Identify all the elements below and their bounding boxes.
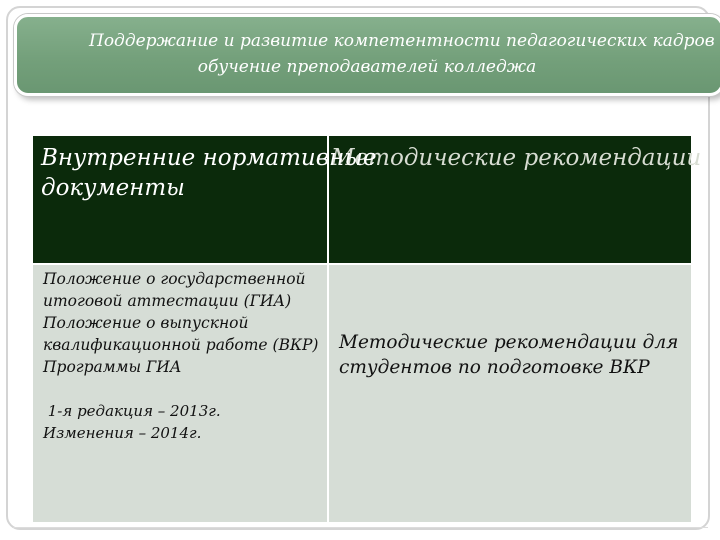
- title-banner: [14, 14, 720, 96]
- title-line-2: обучение преподавателей колледжа: [197, 57, 537, 77]
- edition-line: Изменения – 2014г.: [43, 424, 202, 442]
- recommendations-line: Методические рекомендации для: [339, 332, 679, 353]
- header-left-line: документы: [41, 175, 185, 201]
- bottom-divider: [12, 527, 708, 528]
- list-item: Положение о выпускной: [43, 314, 249, 332]
- list-item: Программы ГИА: [43, 358, 182, 376]
- row-divider: [33, 263, 691, 265]
- edition-line: 1-я редакция – 2013г.: [43, 402, 221, 420]
- recommendations-line: студентов по подготовке ВКР: [339, 357, 650, 378]
- content-table: [33, 136, 702, 522]
- list-item: Положение о государственной: [43, 270, 306, 288]
- edition-info: [43, 400, 221, 444]
- documents-list: [43, 268, 318, 378]
- header-right-text: Методические рекомендации: [331, 145, 702, 171]
- list-item: квалификационной работе (ВКР): [43, 336, 319, 354]
- list-item: итоговой аттестации (ГИА): [43, 292, 292, 310]
- title-line-1: Поддержание и развитие компетентности педагогических кадров: [89, 31, 715, 51]
- header-left-text: [41, 143, 377, 203]
- header-left-line: Внутренние нормативные: [41, 145, 377, 171]
- recommendations-text: [339, 330, 678, 380]
- body-cell-right: [329, 265, 691, 522]
